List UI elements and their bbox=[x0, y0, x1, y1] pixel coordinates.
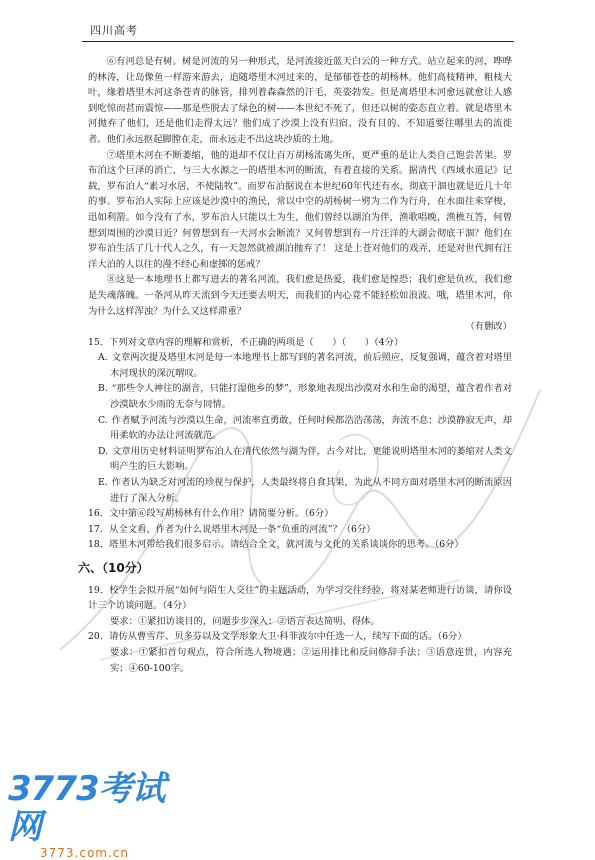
question-19: 19．校学生会拟开展“如何与陌生人交往”的主题活动，为学习交往经验，将对某老师进行访谈，请你设计三个访谈问题。（4分） bbox=[88, 584, 512, 612]
option-label: C. bbox=[98, 414, 108, 426]
option-a bbox=[88, 350, 512, 381]
logo-url: 3773.com.cn bbox=[40, 846, 129, 860]
question-15: 15．下列对文章内容的理解和赏析，不正确的两项是（ ）（ ）（4分） bbox=[88, 336, 404, 348]
question-20-requirements: 要求：①紧扣首句观点，符合所选人物境遇；②运用排比和反问修辞手法；③语意连贯，内容充实；④60-100字。 bbox=[110, 646, 512, 674]
option-label: D. bbox=[98, 445, 109, 457]
option-text: 作者认为缺乏对河流的珍视与保护，人类最终将自食其果，为此从不同方面对塔里木河的断流原因进行了深入分析。 bbox=[110, 477, 512, 504]
option-text: 作者赋予河流与沙漠以生命，河流率直勇敢，任何时候都浩浩荡荡，奔流不息；沙漠静寂无声，却用柔软的办法让河流就范。 bbox=[110, 414, 512, 442]
page-header bbox=[90, 22, 510, 38]
logo-brand: 3773考试网 bbox=[8, 769, 165, 847]
site-logo bbox=[8, 769, 188, 860]
header-divider bbox=[82, 41, 514, 42]
option-c bbox=[88, 413, 512, 444]
question-19-requirements: 要求：①紧扣访谈目的，问题步步深入；②语言表达简明、得体。 bbox=[110, 615, 380, 627]
document-body bbox=[78, 54, 512, 676]
option-text: “那些令人神往的湖音，只能打湿他乡的梦”，形象地表现出沙漠对水和生命的渴望，蕴含着作者对沙漠缺水少雨的无奈与同情。 bbox=[110, 383, 512, 411]
option-label: B. bbox=[98, 383, 108, 395]
paragraph-7: ⑦塔里木河在不断萎缩，他的退却不仅让百万胡杨流离失所，更严重的是让人类自己饱尝苦果。罗布泊这个巨泽的消亡，与三大水源之一的塔里木河的断流，有着直接的关系。据清代《西域水道记》记载，罗布泊人“素习水居，不使陆牧”。而罗布泊据说在本世纪60年代还有水，彻底干涸也就是近几十年的事。罗布泊人实际上应该是沙漠中的渔民，常以中空的胡杨树一劈为二作为行舟，在水面往来穿梭，迅如利箭。如今没有了水，罗布泊人只能以土为生，他们曾经以湖泊为伴，渔歌唱晚，渔樵互答，何曾想到周围的沙漠日近？何曾想到有一天河水会断流？又何曾想到有一片汪洋的大湖会彻底干涸？他们在罗布泊生活了几十代人之久，有一天忽然就被湖泊抛弃了！ 这是上苍对他们的戏弄，还是对世代拥有汪洋大泊的人以往的漫不经心和虚掷的惩戒？ bbox=[88, 149, 512, 270]
section-six-title: 六、（10分） bbox=[78, 561, 149, 575]
option-text: 文章用历史材料证明罗布泊人在清代依然与湖为伴，古今对比，更能说明塔里木河的萎缩对人类文明产生的巨大影响。 bbox=[110, 445, 512, 473]
option-b bbox=[88, 381, 512, 412]
option-label: A. bbox=[98, 352, 108, 364]
header-title: 四川高考 bbox=[90, 24, 138, 37]
option-label: E. bbox=[98, 477, 108, 489]
option-e bbox=[88, 475, 512, 506]
question-17: 17．从全文看，作者为什么说塔里木河是一条“负重的河流”？（6分） bbox=[88, 523, 376, 535]
question-20: 20．请仿从曹雪芹、贝多芬以及文学形象大卫·科菲波尔中任选一人，续写下面的话。（6分） bbox=[88, 631, 467, 643]
option-text: 文章两次提及塔里木河是每一本地理书上都写到的著名河流，前后照应，反复强调，蕴含着对塔里木河现状的深沉喟叹。 bbox=[110, 352, 512, 379]
option-d bbox=[88, 444, 512, 475]
paragraph-6: ⑥有河总是有树。树是河流的另一种形式，是河流接近蓝天白云的一种方式。站立起来的河，哗哗的林涛，让岛像鱼一样游来游去，追随塔里木河过来的，是郁郁苍苍的胡杨林。他们高枝精神，粗枝大叶，缘着塔里木河这条苍青的脉管，排列着森森然的汗毛，英姿勃发。但是离塔里木河愈远就愈让人感到吃惊而甚而震惊——那是些脱去了绿色的树——本世纪不死了，但还以树的姿态直立着。就是塔里木河抛弃了他们，还是他们走得太远？他们成了沙漠上没有归宿、没有目的、不知道要往哪里去的流徙者。他们永远抠起脚膛在走，而永远走不出这块沙质的土地。 bbox=[88, 56, 512, 145]
question-18: 18．塔里木河带给我们很多启示。请结合全文，就河流与文化的关系谈谈你的思考。（6分） bbox=[88, 539, 464, 551]
source-note: （有删改） bbox=[465, 321, 512, 333]
paragraph-8: ⑧这是一本地理书上都写进去的著名河流，我们愈是热爱，我们愈是惶恐；我们愈是负疚，我们愈是失魂落魄。一条河从昨天流到今天还要去明天，而我们的内心竟不能轻松如浪波。哦，塔里木河，你为什么这样浑浊？为什么又这样滞重？ bbox=[88, 274, 512, 317]
question-16: 16．文中第⑥段写胡杨林有什么作用？请简要分析。（6分） bbox=[88, 508, 334, 520]
